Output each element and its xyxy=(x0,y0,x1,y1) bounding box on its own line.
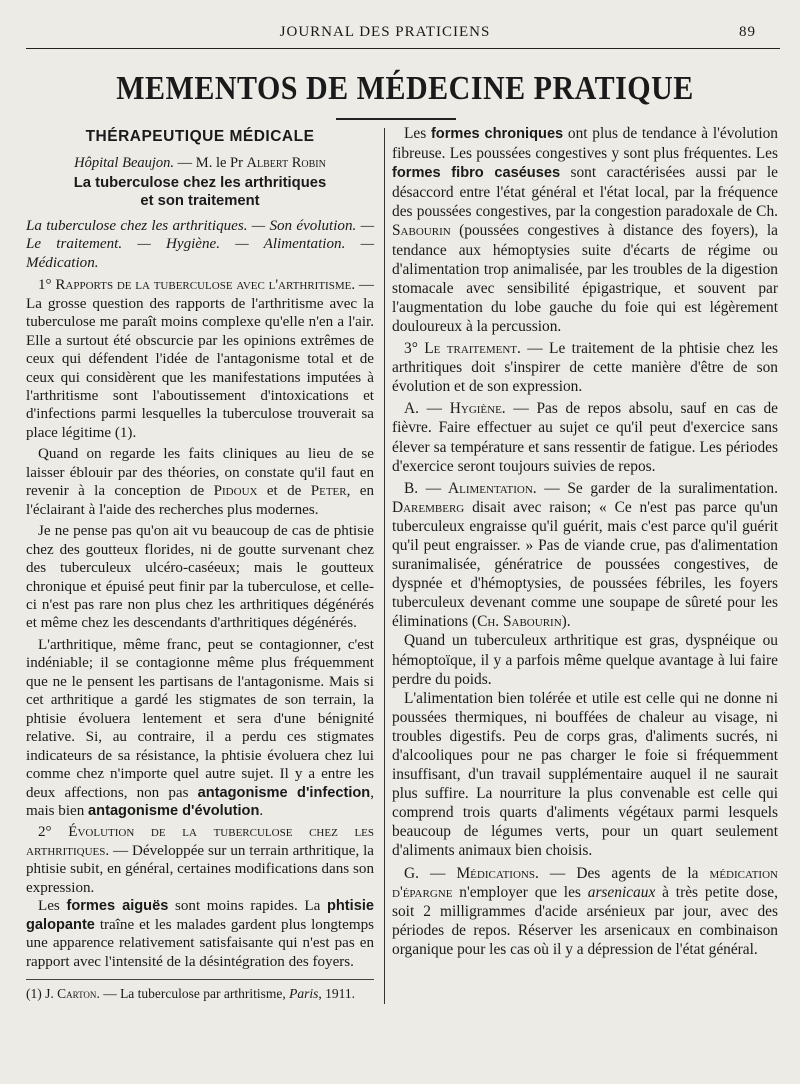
byline-place: Hôpital Beaujon. xyxy=(74,155,175,172)
author-ch-sabourin: Ch. Sabourin xyxy=(477,613,562,631)
paragraph-s2 xyxy=(26,823,374,897)
paragraph-s1 xyxy=(26,276,374,442)
right-paragraph-5: Quand un tuberculeux arthritique est gras, dyspnéique ou hémoptoïque, il y a parfois même quelque avantage à lui faire perdre du poids. xyxy=(392,632,778,688)
p2-text-c: , en l'éclairant à l'aide des recherches plus modernes. xyxy=(26,483,374,518)
r1-text-b: ont plus de tendance à l'évolution fibreuse. Les poussées congestives y sont plus fréquentes. Les xyxy=(392,125,779,163)
byline-author: Albert Robin xyxy=(246,155,326,172)
medications-heading: G. — Médications. xyxy=(404,864,539,882)
bold-formes-chroniques: formes chroniques xyxy=(430,126,564,142)
p4-text-a: L'arthritique, même franc, peut se contagionner, c'est indéniable; il se contagionne même plus fréquemment que ne le pensent les partisans de l'antagonisme. Mais si cet arthritique a gardé les stigmates de son terrain, la phtisie évoluera lentement et sera d'une bénignité relative. Si, au contraire, il a perdu ces stigmates indicateurs de sa résistance, la phtisie évoluera chez lui comme chez n'importe quel autre sujet. Il y a entre les deux affections, non pas xyxy=(26,636,374,801)
byline-dash: — M. le Pr xyxy=(174,155,247,172)
section-1-heading: 1° Rapports de la tuberculose avec l'arthritisme. xyxy=(38,277,356,294)
right-paragraph-1 xyxy=(392,124,778,336)
article-title xyxy=(26,174,374,211)
byline xyxy=(26,154,374,172)
medication-epargne: médication d'épargne xyxy=(392,864,778,901)
p2-text-b: et de xyxy=(257,483,311,500)
title-rule xyxy=(336,118,456,120)
alim-text-c: ). xyxy=(561,613,571,631)
main-title: MEMENTOS DE MÉDECINE PRATIQUE xyxy=(116,69,694,107)
alimentation-heading: B. — Alimentation. xyxy=(404,479,537,497)
author-sabourin: Sabourin xyxy=(392,222,451,240)
hygiene-text: — Pas de repos absolu, sauf en cas de fièvre. Faire effectuer au sujet ce qu'il peut d'exercice sans élever sa température et sans ressentir de fatigue. Les périodes d'exercice seront toujours suivies de repos. xyxy=(392,400,778,475)
paragraph-6 xyxy=(26,897,374,971)
arsenicaux-italic: arsenicaux xyxy=(587,883,656,901)
section-2-heading: 2° Évolution de la tuberculose chez les arthritiques. xyxy=(26,824,374,859)
p2-text-a: Quand on regarde les faits cliniques au lieu de se laisser éblouir par des théories, on constate qu'il faut en revenir à la conception de xyxy=(26,446,374,500)
article-title-line-1: La tuberculose chez les arthritiques xyxy=(73,174,327,191)
footnote-author: Carton xyxy=(57,986,97,1002)
r1-text-c: sont caractérisées aussi par le désaccord entre l'état général et l'état local, par la fréquence des poussées congestives, par la congestion paradoxale de Ch. xyxy=(392,164,778,221)
paragraph-2 xyxy=(26,445,374,519)
author-peter: Peter xyxy=(310,483,347,500)
right-paragraph-6: L'alimentation bien tolérée et utile est celle qui ne donne ni poussées thermiques, ni bouffées de chaleur au visage, ni troubles digestifs. Peu de corps gras, d'aliments sucrés, ni d'alcooliques pour ne pas charger le foie si fréquemment insuffisant, d'un travail supplémentaire auquel il ne saurait plus suffire. La nourriture la plus convenable est celle qui comprend trois quarts d'aliments végétaux parmi lesquels beaucoup de légumes verts, pour un quart seulement d'aliments animaux bien choisis. xyxy=(392,689,778,860)
bold-antagonisme-infection: antagonisme d'infection xyxy=(197,784,371,801)
bold-antagonisme-evolution: antagonisme d'évolution xyxy=(88,802,260,819)
article-title-line-2: et son traitement xyxy=(140,193,260,210)
paragraph-hygiene xyxy=(392,399,778,475)
footnote xyxy=(26,985,374,1003)
column-divider xyxy=(384,128,385,1004)
journal-name: JOURNAL DES PRATICIENS xyxy=(279,24,491,40)
p4-text-b: , mais bien xyxy=(26,784,374,819)
page-number: 89 xyxy=(739,24,756,40)
footnote-city: Paris xyxy=(289,986,319,1002)
section-3-text: — Le traitement de la phtisie chez les arthritiques doit s'inspirer de cette manière d'être de son évolution et de son expression. xyxy=(392,340,778,396)
alim-text-b: disait avec raison; « Ce n'est pas parce qu'un tuberculeux engraisse qu'il guérit, mais c'est parce qu'il guérit qu'il peut engraisser. » Pas de viande crue, pas d'alimentation suranimalisée, génératrice de poussées congestives, de dyspnée et d'hémoptysies, de poussées fébriles, les foyers tuberculeux devenant comme une soupape de sûreté pour les éliminations ( xyxy=(392,498,778,631)
section-3-heading: 3° Le traitement. xyxy=(404,340,521,358)
footnote-text-b: . — La tuberculose par arthritisme, xyxy=(96,986,290,1002)
paragraph-s3 xyxy=(392,339,778,396)
article-summary: La tuberculose chez les arthritiques. — Son évolution. — Le traitement. — Hygiène. — Alimentation. — Médication. xyxy=(26,217,374,271)
hygiene-heading: A. — Hygiène. xyxy=(404,400,506,418)
med-text-b: n'employer que les xyxy=(452,883,588,901)
author-daremberg: Daremberg xyxy=(392,498,465,516)
paragraph-alimentation xyxy=(392,479,778,632)
med-text-a: — Des agents de la xyxy=(538,864,710,882)
section-1-text: — La grosse question des rapports de l'arthritisme avec la tuberculose me paraît moins complexe qu'elle n'en a l'air. Elle a surtout été obscurcie par les opinions extrêmes de ceux qui défendent l'idée de l'antagonisme total et de ceux qui considèrent que les manifestations imputées à l'arthritisme sont l'aboutissement d'intoxications et d'infections parmi lesquelles la tuberculose trouverait sa place légitime (1). xyxy=(26,277,374,441)
p6-text-a: Les xyxy=(38,898,67,915)
section-2-text: — Développée sur un terrain arthritique, la phtisie subit, en général, certaines modifications dans son expression. xyxy=(26,842,374,896)
p6-text-c: traîne et les malades gardent plus longtemps une apparence relativement satisfaisante qui n'est pas en rapport avec l'intensité de la désintégration des foyers. xyxy=(26,916,374,970)
p6-text-b: sont moins rapides. La xyxy=(168,898,327,915)
r1-text-d: (poussées congestives à distance des foyers), la tendance aux hémoptysies suite d'écarts de régime ou d'alimentation trop animalisée, par les troubles de la digestion stomacale avec sensibilité épigastrique, et souvent par l'augmentation du lobe gauche du foie qui est légèrement douloureux à la percussion. xyxy=(392,222,778,335)
paragraph-3: Je ne pense pas qu'on ait vu beaucoup de cas de phtisie chez des goutteux florides, ni de goutte survenant chez des tuberculeux ulcéro-caséeux; mais le goutteux chronique et épuisé peut finir par la tuberculose, et celle-ci n'est pas rare non plus chez les arthritiques dégénérés et même chez les descendants d'arthritiques dégénérés. xyxy=(26,523,374,632)
alim-text-a: — Se garder de la suralimentation. xyxy=(536,479,778,497)
left-column xyxy=(26,124,374,1003)
footnote-text-a: (1) J. xyxy=(26,986,58,1002)
footnote-rule xyxy=(26,979,374,980)
author-pidoux: Pidoux xyxy=(213,483,258,500)
header-rule xyxy=(26,48,780,49)
bold-phtisie-galopante: phtisie galopante xyxy=(26,898,374,933)
p4-text-c: . xyxy=(259,802,264,819)
bold-formes-fibro-caseuses: formes fibro caséuses xyxy=(392,165,561,182)
med-text-c: à très petite dose, soit 2 milligrammes d'acide arsénieux par jour, avec des périodes de repos. Réserver les arsenicaux en combinaison organique pour les cas où il y a dépression de l'état général. xyxy=(392,883,778,958)
running-head xyxy=(0,24,800,46)
footnote-text-c: , 1911. xyxy=(318,986,356,1002)
r1-text-a: Les xyxy=(404,125,431,142)
section-title: THÉRAPEUTIQUE MÉDICALE xyxy=(85,128,315,145)
bold-formes-aigues: formes aiguës xyxy=(66,898,169,915)
right-column xyxy=(392,124,778,959)
paragraph-medications xyxy=(392,864,778,959)
paragraph-4 xyxy=(26,636,374,821)
